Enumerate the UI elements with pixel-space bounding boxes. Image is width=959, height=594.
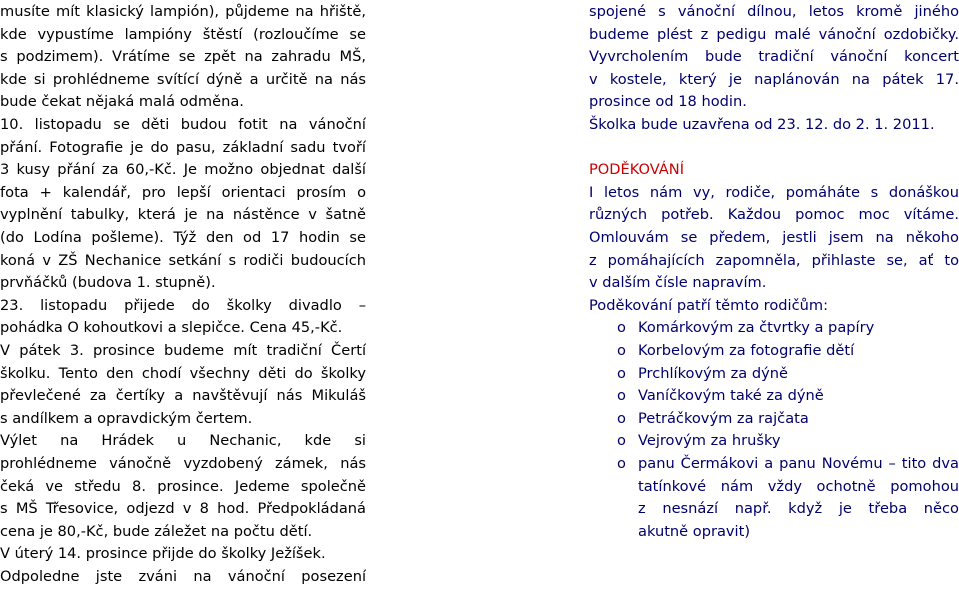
list-item: Petráčkovým za rajčata xyxy=(638,409,809,427)
list-item: panu Čermákovi a panu Novému – tito dva xyxy=(638,455,959,472)
text-line: 3 kusy přání za 60,-Kč. Je možno objednat další xyxy=(0,161,366,179)
text-line: budeme plést z pedigu malé vánoční ozdobičky. xyxy=(589,25,959,43)
text-line: v dalším čísle napravím. xyxy=(589,274,767,292)
text-line: 10. listopadu se děti budou fotit na vánoční xyxy=(0,116,366,133)
bullet-icon: o xyxy=(617,455,626,472)
list-item: akutně opravit) xyxy=(638,522,751,540)
text-line: v kostele, který je naplánován na pátek 17. xyxy=(589,70,959,88)
bullet-icon: o xyxy=(617,364,626,382)
text-line: 23. listopadu přijede do školky divadlo – xyxy=(0,296,366,314)
text-line: školku. Tento den chodí všechny děti do školky xyxy=(0,364,366,382)
text-line: musíte mít klasický lampión), půjdeme na hřiště, xyxy=(0,3,366,20)
text-line: převlečené za čertíky a navštěvují nás Mikuláš xyxy=(0,387,366,405)
bullet-icon: o xyxy=(617,342,626,359)
thanks-heading: PODĚKOVÁNÍ xyxy=(589,161,685,179)
list-item: Komárkovým za čtvrtky a papíry xyxy=(638,319,875,337)
text-line: V pátek 3. prosince budeme mít tradiční Čertí xyxy=(0,342,366,359)
text-line: bude čekat nějaká malá odměna. xyxy=(0,93,244,111)
text-line: kde vypustíme lampióny štěstí (rozloučíme se xyxy=(0,25,366,43)
text-line: Vyvrcholením bude tradiční vánoční koncert xyxy=(589,48,959,66)
bullet-icon: o xyxy=(617,319,626,337)
text-line: V úterý 14. prosince přijde do školky Ježíšek. xyxy=(0,545,326,563)
bullet-icon: o xyxy=(617,409,626,427)
list-item: Vejrovým za hrušky xyxy=(638,432,781,450)
text-line: s andílkem a opravdickým čertem. xyxy=(0,409,253,427)
text-line: z pomáhajících zapomněla, přihlaste se, ať to xyxy=(589,251,959,269)
text-line: I letos nám vy, rodiče, pomáháte s donáškou xyxy=(589,183,959,201)
text-line: čeká ve středu 8. prosince. Jedeme společně xyxy=(0,477,366,495)
text-line: prosince od 18 hodin. xyxy=(589,93,747,111)
list-item: z nesnází např. když je třeba něco xyxy=(638,500,959,518)
text-line: cena je 80,-Kč, bude záležet na počtu dětí. xyxy=(0,522,313,540)
text-line: Školka bude uzavřena od 23. 12. do 2. 1. 2011. xyxy=(589,116,935,133)
list-item: Prchlíkovým za dýně xyxy=(638,364,788,382)
text-line: Omlouvám se předem, jestli jsem na někoho xyxy=(589,229,959,246)
text-line: různých potřeb. Každou pomoc moc vítáme. xyxy=(589,206,959,224)
text-line: Odpoledne jste zváni na vánoční posezení xyxy=(0,568,366,585)
text-line: spojené s vánoční dílnou, letos kromě jiného xyxy=(589,3,959,20)
text-line: (do Lodína pošleme). Týž den od 17 hodin se xyxy=(0,229,366,246)
text-line: Výlet na Hrádek u Nechanic, kde si xyxy=(0,432,366,450)
text-line: koná v ZŠ Nechanice setkání s rodiči budoucích xyxy=(0,251,366,269)
text-line: prohlédneme vánočně vyzdobený zámek, nás xyxy=(0,455,366,472)
text-line: přání. Fotografie je do pasu, základní sadu tvoří xyxy=(0,138,366,156)
list-item: Korbelovým za fotografie dětí xyxy=(638,342,855,359)
text-line: s MŠ Třesovice, odjezd v 8 hod. Předpokládaná xyxy=(0,500,366,518)
text-line: s podzimem). Vrátíme se zpět na zahradu MŠ, xyxy=(0,48,366,66)
text-line: prvňáčků (budova 1. stupně). xyxy=(0,274,216,292)
bullet-icon: o xyxy=(617,387,626,405)
list-item: tatínkové nám vždy ochotně pomohou xyxy=(638,477,959,495)
text-line: Poděkování patří těmto rodičům: xyxy=(589,296,828,314)
text-line: kde si prohlédneme svítící dýně a určitě na nás xyxy=(0,70,366,88)
text-line: fota + kalendář, pro lepší orientaci prosím o xyxy=(0,183,366,201)
text-line: pohádka O kohoutkovi a slepičce. Cena 45,-Kč. xyxy=(0,319,343,337)
text-line: vyplnění tabulky, která je na nástěnce v šatně xyxy=(0,206,366,224)
list-item: Vaníčkovým také za dýně xyxy=(638,387,824,405)
bullet-icon: o xyxy=(617,432,626,450)
